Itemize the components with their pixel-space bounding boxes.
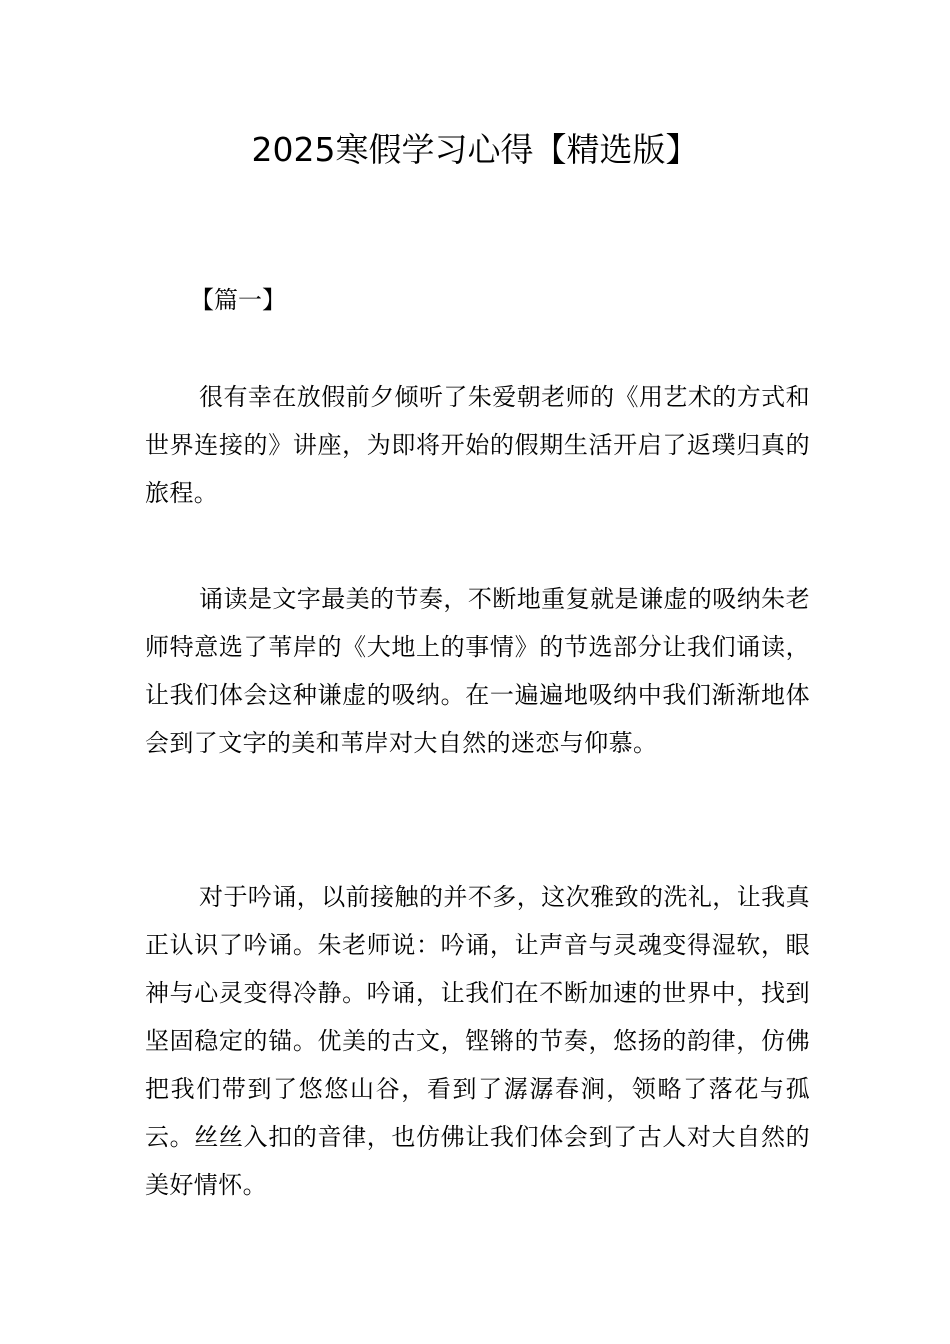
paragraph-1: 很有幸在放假前夕倾听了朱爱朝老师的《用艺术的方式和世界连接的》讲座，为即将开始的假期生活开启了返璞归真的旅程。 <box>145 383 810 507</box>
paragraph-3: 对于吟诵，以前接触的并不多，这次雅致的洗礼，让我真正认识了吟诵。朱老师说：吟诵，让声音与灵魂变得湿软，眼神与心灵变得冷静。吟诵，让我们在不断加速的世界中，找到坚固稳定的锚。优美的古文，铿锵的节奏，悠扬的韵律，仿佛把我们带到了悠悠山谷，看到了潺潺春涧，领略了落花与孤云。丝丝入扣的音律，也仿佛让我们体会到了古人对大自然的美好情怀。 <box>145 883 810 1199</box>
section-heading: 【篇一】 <box>190 286 286 314</box>
document-title: 2025寒假学习心得【精选版】 <box>251 130 699 169</box>
paragraph-2: 诵读是文字最美的节奏，不断地重复就是谦虚的吸纳朱老师特意选了苇岸的《大地上的事情》的节选部分让我们诵读，让我们体会这种谦虚的吸纳。在一遍遍地吸纳中我们渐渐地体会到了文字的美和苇岸对大自然的迷恋与仰慕。 <box>145 585 810 757</box>
